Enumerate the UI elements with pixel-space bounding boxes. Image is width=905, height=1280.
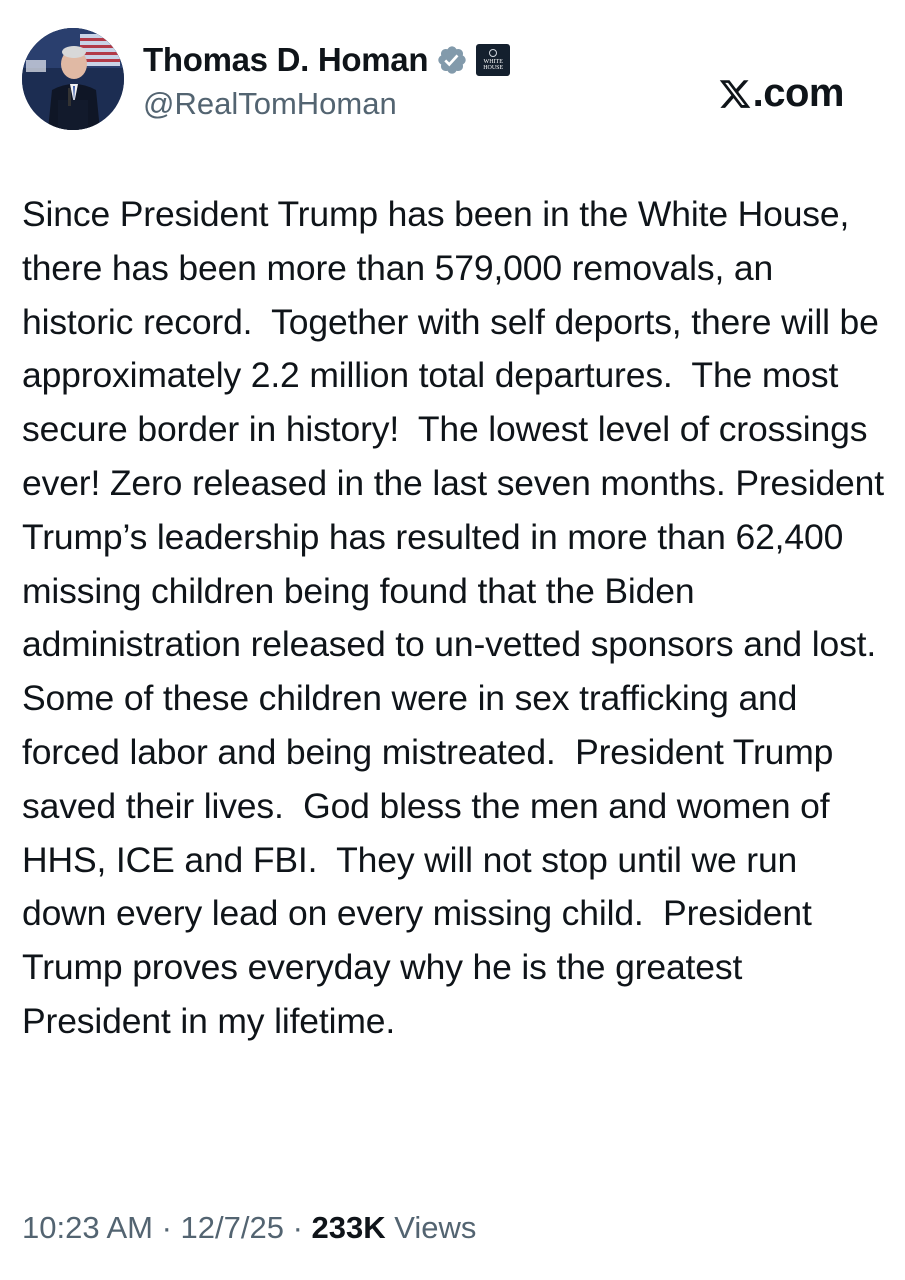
x-com-watermark bbox=[718, 71, 844, 116]
tweet-date[interactable]: 12/7/25 bbox=[180, 1210, 284, 1245]
avatar-photo bbox=[22, 28, 124, 130]
meta-separator: · bbox=[152, 1210, 181, 1245]
tweet-header bbox=[22, 28, 882, 132]
views-count[interactable]: 233K bbox=[311, 1210, 386, 1245]
x-logo-icon bbox=[718, 77, 752, 111]
badge-line-2: HOUSE bbox=[483, 65, 504, 71]
views-label: Views bbox=[385, 1210, 477, 1245]
meta-separator: · bbox=[283, 1210, 312, 1245]
verified-badge-icon[interactable] bbox=[436, 44, 468, 76]
avatar[interactable] bbox=[22, 28, 124, 130]
seal-icon bbox=[489, 49, 497, 57]
white-house-badge-icon[interactable] bbox=[476, 44, 510, 76]
badge-line-1: WHITE bbox=[483, 59, 503, 65]
tweet-meta bbox=[22, 1210, 476, 1246]
name-row bbox=[143, 38, 510, 82]
tweet-time[interactable]: 10:23 AM bbox=[22, 1210, 153, 1245]
author-info bbox=[143, 38, 510, 122]
x-com-label: .com bbox=[752, 71, 844, 115]
tweet-text: Since President Trump has been in the White House, there has been more than 579,000 removals, an historic record. Together with self deports, there will be approximately 2.2 million total departures. The most secure border in history! The lowest level of crossings ever! Zero released in the last seven months. President Trump’s leadership has resulted in more than 62,400 missing children being found that the Biden administration released to un-vetted sponsors and lost. Some of these children were in sex trafficking and forced labor and being mistreated. President Trump saved their lives. God bless the men and women of HHS, ICE and FBI. They will not stop until we run down every lead on every missing child. President Trump proves everyday why he is the greatest President in my lifetime. bbox=[22, 194, 896, 1041]
handle[interactable]: @RealTomHoman bbox=[143, 86, 397, 121]
display-name[interactable]: Thomas D. Homan bbox=[143, 41, 429, 78]
